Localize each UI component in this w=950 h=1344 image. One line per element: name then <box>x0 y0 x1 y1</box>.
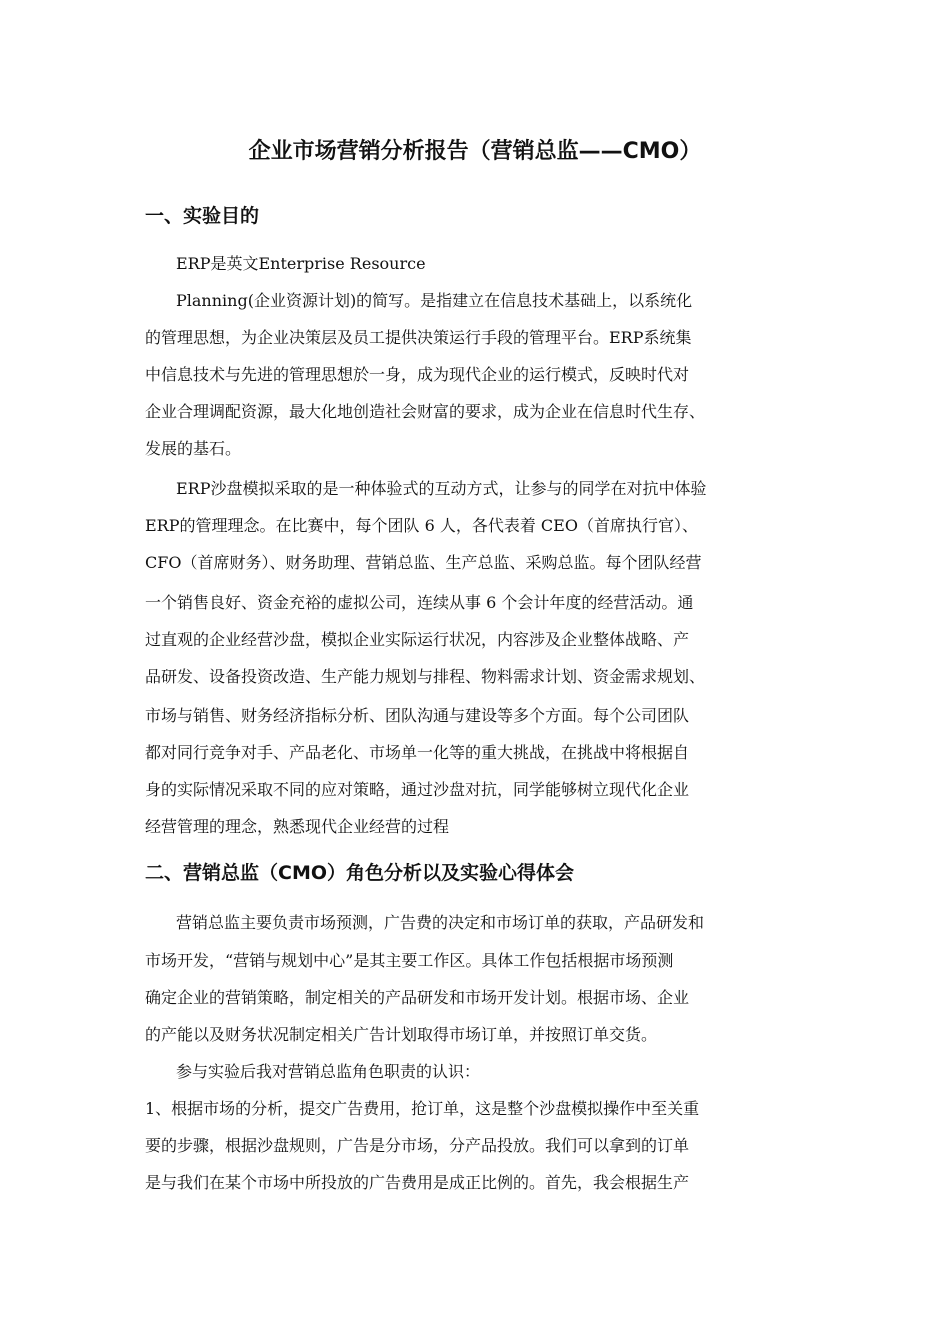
paragraph-line: 市场与销售、财务经济指标分析、团队沟通与建设等多个方面。每个公司团队 <box>145 706 690 725</box>
paragraph-line: 的产能以及财务状况制定相关广告计划取得市场订单，并按照订单交货。 <box>145 1025 658 1044</box>
document-title: 企业市场营销分析报告（营销总监——CMO） <box>248 139 702 164</box>
paragraph-line: 1、根据市场的分析，提交广告费用，抢订单，这是整个沙盘模拟操作中至关重 <box>145 1099 700 1118</box>
paragraph-line: ERP沙盘模拟采取的是一种体验式的互动方式，让参与的同学在对抗中体验 <box>176 479 707 498</box>
paragraph-line: 营销总监主要负责市场预测，广告费的决定和市场订单的获取，产品研发和 <box>176 913 705 932</box>
paragraph-line: 中信息技术与先进的管理思想於一身，成为现代企业的运行模式，反映时代对 <box>145 365 690 384</box>
paragraph-line: 身的实际情况采取不同的应对策略，通过沙盘对抗，同学能够树立现代化企业 <box>145 780 690 799</box>
paragraph-line: 过直观的企业经营沙盘，模拟企业实际运行状况，内容涉及企业整体战略、产 <box>145 630 690 649</box>
paragraph-line: ERP是英文Enterprise Resource <box>176 254 426 273</box>
paragraph-line: 的管理思想，为企业决策层及员工提供决策运行手段的管理平台。ERP系统集 <box>145 328 692 347</box>
paragraph-line: 品研发、设备投资改造、生产能力规划与排程、物料需求计划、资金需求规划、 <box>145 667 706 686</box>
section-heading-1: 一、实验目的 <box>145 205 260 227</box>
paragraph-line: ERP的管理理念。在比赛中，每个团队 6 人，各代表着 CEO（首席执行官）、 <box>145 516 698 535</box>
paragraph-line: 要的步骤，根据沙盘规则，广告是分市场，分产品投放。我们可以拿到的订单 <box>145 1136 690 1155</box>
paragraph-line: 参与实验后我对营销总监角色职责的认识： <box>176 1062 481 1081</box>
paragraph-line: CFO（首席财务）、财务助理、营销总监、生产总监、采购总监。每个团队经营 <box>145 553 702 572</box>
paragraph-line: 都对同行竞争对手、产品老化、市场单一化等的重大挑战，在挑战中将根据自 <box>145 743 690 762</box>
section-heading-2: 二、营销总监（CMO）角色分析以及实验心得体会 <box>145 862 575 884</box>
paragraph-line: 一个销售良好、资金充裕的虚拟公司，连续从事 6 个会计年度的经营活动。通 <box>145 593 694 612</box>
paragraph-line: 经营管理的理念，熟悉现代企业经营的过程 <box>145 817 450 836</box>
paragraph-line: 企业合理调配资源，最大化地创造社会财富的要求，成为企业在信息时代生存、 <box>145 402 706 421</box>
paragraph-line: Planning(企业资源计划)的简写。是指建立在信息技术基础上，以系统化 <box>176 291 693 310</box>
paragraph-line: 确定企业的营销策略，制定相关的产品研发和市场开发计划。根据市场、企业 <box>145 988 690 1007</box>
paragraph-line: 是与我们在某个市场中所投放的广告费用是成正比例的。首先，我会根据生产 <box>145 1173 690 1192</box>
paragraph-line: 发展的基石。 <box>145 439 242 458</box>
paragraph-line: 市场开发，“营销与规划中心”是其主要工作区。具体工作包括根据市场预测 <box>145 951 674 970</box>
